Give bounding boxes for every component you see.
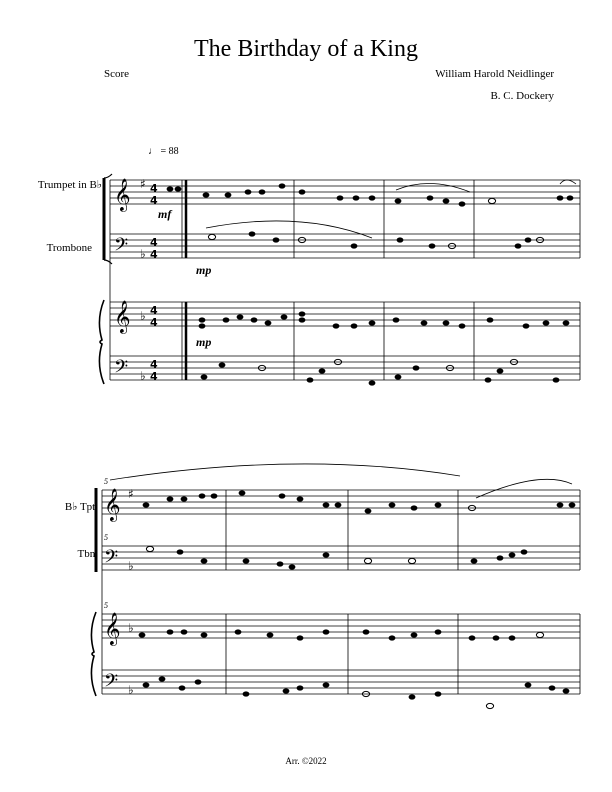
dynamic-mf: mf	[158, 207, 172, 221]
page-title: The Birthday of a King	[194, 36, 418, 62]
svg-text:4: 4	[150, 236, 158, 249]
bass-clef-icon: 𝄢	[114, 357, 129, 382]
svg-text:4: 4	[150, 194, 158, 207]
dynamic-mp-trombone: mp	[196, 263, 212, 277]
svg-text:4: 4	[150, 248, 158, 261]
svg-text:♭: ♭	[128, 559, 134, 573]
staff-piano-bass-1	[110, 356, 580, 380]
svg-text:♯: ♯	[140, 177, 146, 191]
treble-clef-icon: 𝄞	[104, 488, 121, 521]
notes-system-1	[167, 183, 574, 385]
staff-piano-treble-2	[102, 614, 580, 638]
composer-credit: William Harold Neidlinger	[435, 68, 554, 80]
instrument-label-trombone-short: Tbn.	[77, 548, 98, 560]
score-label: Score	[104, 68, 130, 80]
svg-text:4: 4	[150, 182, 158, 195]
svg-text:4: 4	[150, 358, 158, 371]
measure-number: 5	[104, 601, 108, 610]
svg-text:♭: ♭	[128, 621, 134, 635]
svg-text:♯: ♯	[128, 487, 134, 501]
bass-clef-icon: 𝄢	[104, 671, 119, 696]
svg-text:♭: ♭	[128, 683, 134, 697]
staff-piano-treble-1	[110, 302, 580, 326]
staff-piano-bass-2	[102, 670, 580, 694]
staff-trumpet-1	[110, 180, 580, 204]
treble-clef-icon: 𝄞	[114, 178, 131, 211]
svg-text:4: 4	[150, 304, 158, 317]
measure-number: 5	[104, 477, 108, 486]
tempo-marking: ♩ = 88	[148, 146, 179, 157]
staff-trumpet-2	[102, 490, 580, 514]
bass-clef-icon: 𝄢	[104, 547, 119, 572]
svg-text:♭: ♭	[140, 369, 146, 383]
treble-clef-icon: 𝄞	[104, 612, 121, 645]
copyright-footer: Arr. ©2022	[285, 756, 327, 766]
measure-number: 5	[104, 533, 108, 542]
svg-text:4: 4	[150, 370, 158, 383]
instrument-label-trumpet-short: B♭ Tpt.	[64, 501, 98, 513]
treble-clef-icon: 𝄞	[114, 300, 131, 333]
instrument-label-trumpet: Trumpet in B♭	[37, 179, 102, 191]
bass-clef-icon: 𝄢	[114, 235, 129, 260]
staff-trombone-1	[110, 234, 580, 258]
svg-text:♭: ♭	[140, 247, 146, 261]
svg-text:♭: ♭	[140, 309, 146, 323]
arranger-credit: B. C. Dockery	[490, 90, 554, 102]
staff-trombone-2	[102, 546, 580, 570]
dynamic-mp-piano: mp	[196, 335, 212, 349]
svg-text:4: 4	[150, 316, 158, 329]
instrument-label-trombone: Trombone	[46, 242, 92, 254]
